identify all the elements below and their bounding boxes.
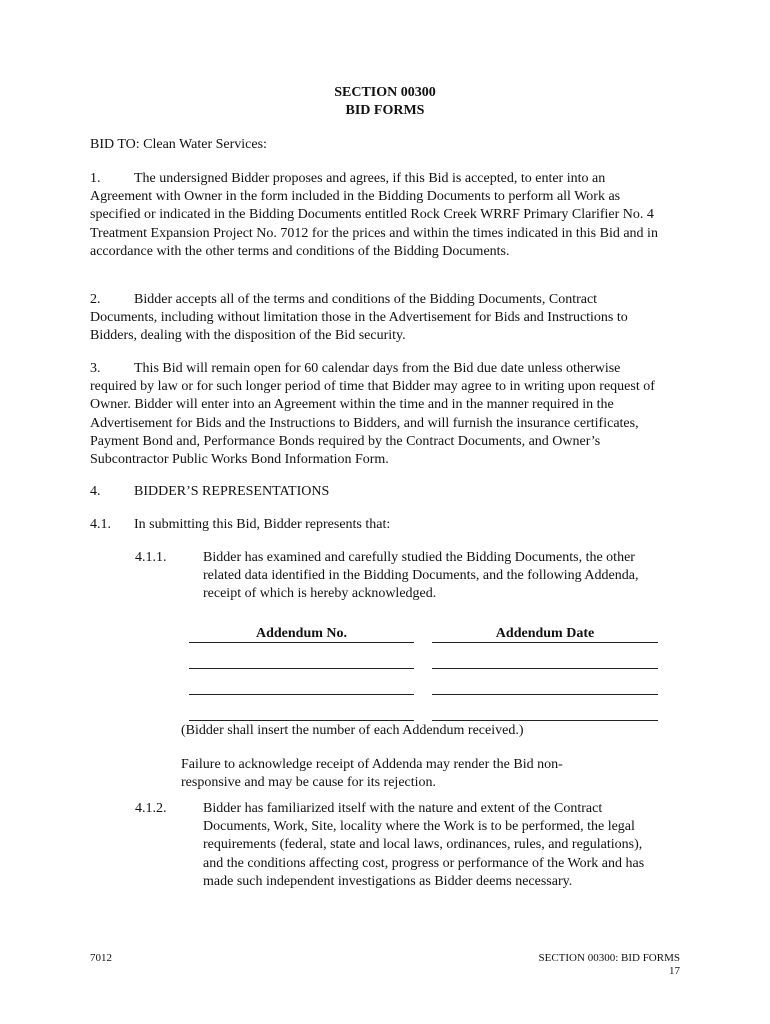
paragraph-number: 3. — [90, 361, 101, 376]
section-number: 4.1. — [90, 517, 111, 532]
paragraph-2 — [90, 291, 662, 346]
addendum-date-line-2[interactable] — [432, 668, 658, 669]
addendum-no-header: Addendum No. — [255, 626, 348, 641]
section-text: Bidder has familiarized itself with the nature and extent of the Contract Documents, Work, Site, locality where the Work is to be performed, the legal requirements (federal, state and local laws, ordinances, rules, and regulations), and the conditions affecting cost, progress or performance of the Work and has made such independent investigations as Bidder deems necessary. — [203, 801, 645, 889]
bid-to-line: BID TO: Clean Water Services: — [90, 137, 267, 152]
addendum-no-line-4[interactable] — [189, 720, 414, 721]
section-number: 4.1.1. — [135, 550, 167, 565]
footer-project-number: 7012 — [90, 952, 112, 964]
footer-section — [539, 952, 681, 978]
section-title: BID FORMS — [345, 103, 425, 118]
addendum-no-line-1[interactable] — [189, 642, 414, 643]
paragraph-number: 1. — [90, 171, 101, 186]
addendum-date-line-4[interactable] — [432, 720, 658, 721]
paragraph-number: 4. — [90, 484, 101, 499]
paragraph-4-heading — [90, 483, 662, 501]
paragraph-3 — [90, 360, 662, 469]
failure-note: Failure to acknowledge receipt of Addenda may render the Bid non-responsive and may be cause for its rejection. — [181, 757, 563, 791]
section-4-1-1 — [135, 549, 662, 604]
paragraph-text: Bidder accepts all of the terms and conditions of the Bidding Documents, Contract Documents, including without limitation those in the Advertisement for Bids and Instructions to Bidders, dealing with the disposition of the Bid security. — [90, 292, 628, 344]
addendum-no-line-3[interactable] — [189, 694, 414, 695]
addendum-date-line-3[interactable] — [432, 694, 658, 695]
footer-section-title: SECTION 00300: BID FORMS — [538, 952, 680, 964]
paragraph-text: This Bid will remain open for 60 calendar days from the Bid due date unless otherwise required by law or for such longer period of time that Bidder may agree to in writing upon request of Owner. Bidder will enter into an Agreement within the time and in the manner required in the Advertisement for Bids and the Instructions to Bidders, and will furnish the insurance certificates, Payment Bond and, Performance Bonds required by the Contract Documents, and Owner’s Subcontractor Public Works Bond Information Form. — [90, 361, 655, 468]
paragraph-1 — [90, 170, 662, 261]
section-number: SECTION 00300 — [334, 85, 436, 100]
paragraph-number: 2. — [90, 292, 101, 307]
paragraph-text: The undersigned Bidder proposes and agrees, if this Bid is accepted, to enter into an Agreement with Owner in the form included in the Bidding Documents to perform all Work as specified or indicated in the Bidding Documents entitled Rock Creek WRRF Primary Clarifier No. 4 Treatment Expansion Project No. 7012 for the prices and within the times indicated in this Bid and in accordance with the other terms and conditions of the Bidding Documents. — [90, 171, 658, 259]
addendum-no-line-2[interactable] — [189, 668, 414, 669]
addendum-date-line-1[interactable] — [432, 642, 658, 643]
section-text: In submitting this Bid, Bidder represents that: — [134, 517, 391, 532]
addenda-instruction: (Bidder shall insert the number of each Addendum received.) — [181, 723, 524, 738]
section-4-1-2 — [135, 800, 662, 891]
section-text: Bidder has examined and carefully studied the Bidding Documents, the other related data identified in the Bidding Documents, and the following Addenda, receipt of which is hereby acknowledged. — [203, 550, 639, 602]
section-number: 4.1.2. — [135, 801, 167, 816]
page-number: 17 — [669, 965, 680, 977]
paragraph-text: BIDDER’S REPRESENTATIONS — [134, 484, 330, 499]
section-4-1 — [90, 516, 662, 534]
addendum-date-header: Addendum Date — [495, 626, 595, 641]
